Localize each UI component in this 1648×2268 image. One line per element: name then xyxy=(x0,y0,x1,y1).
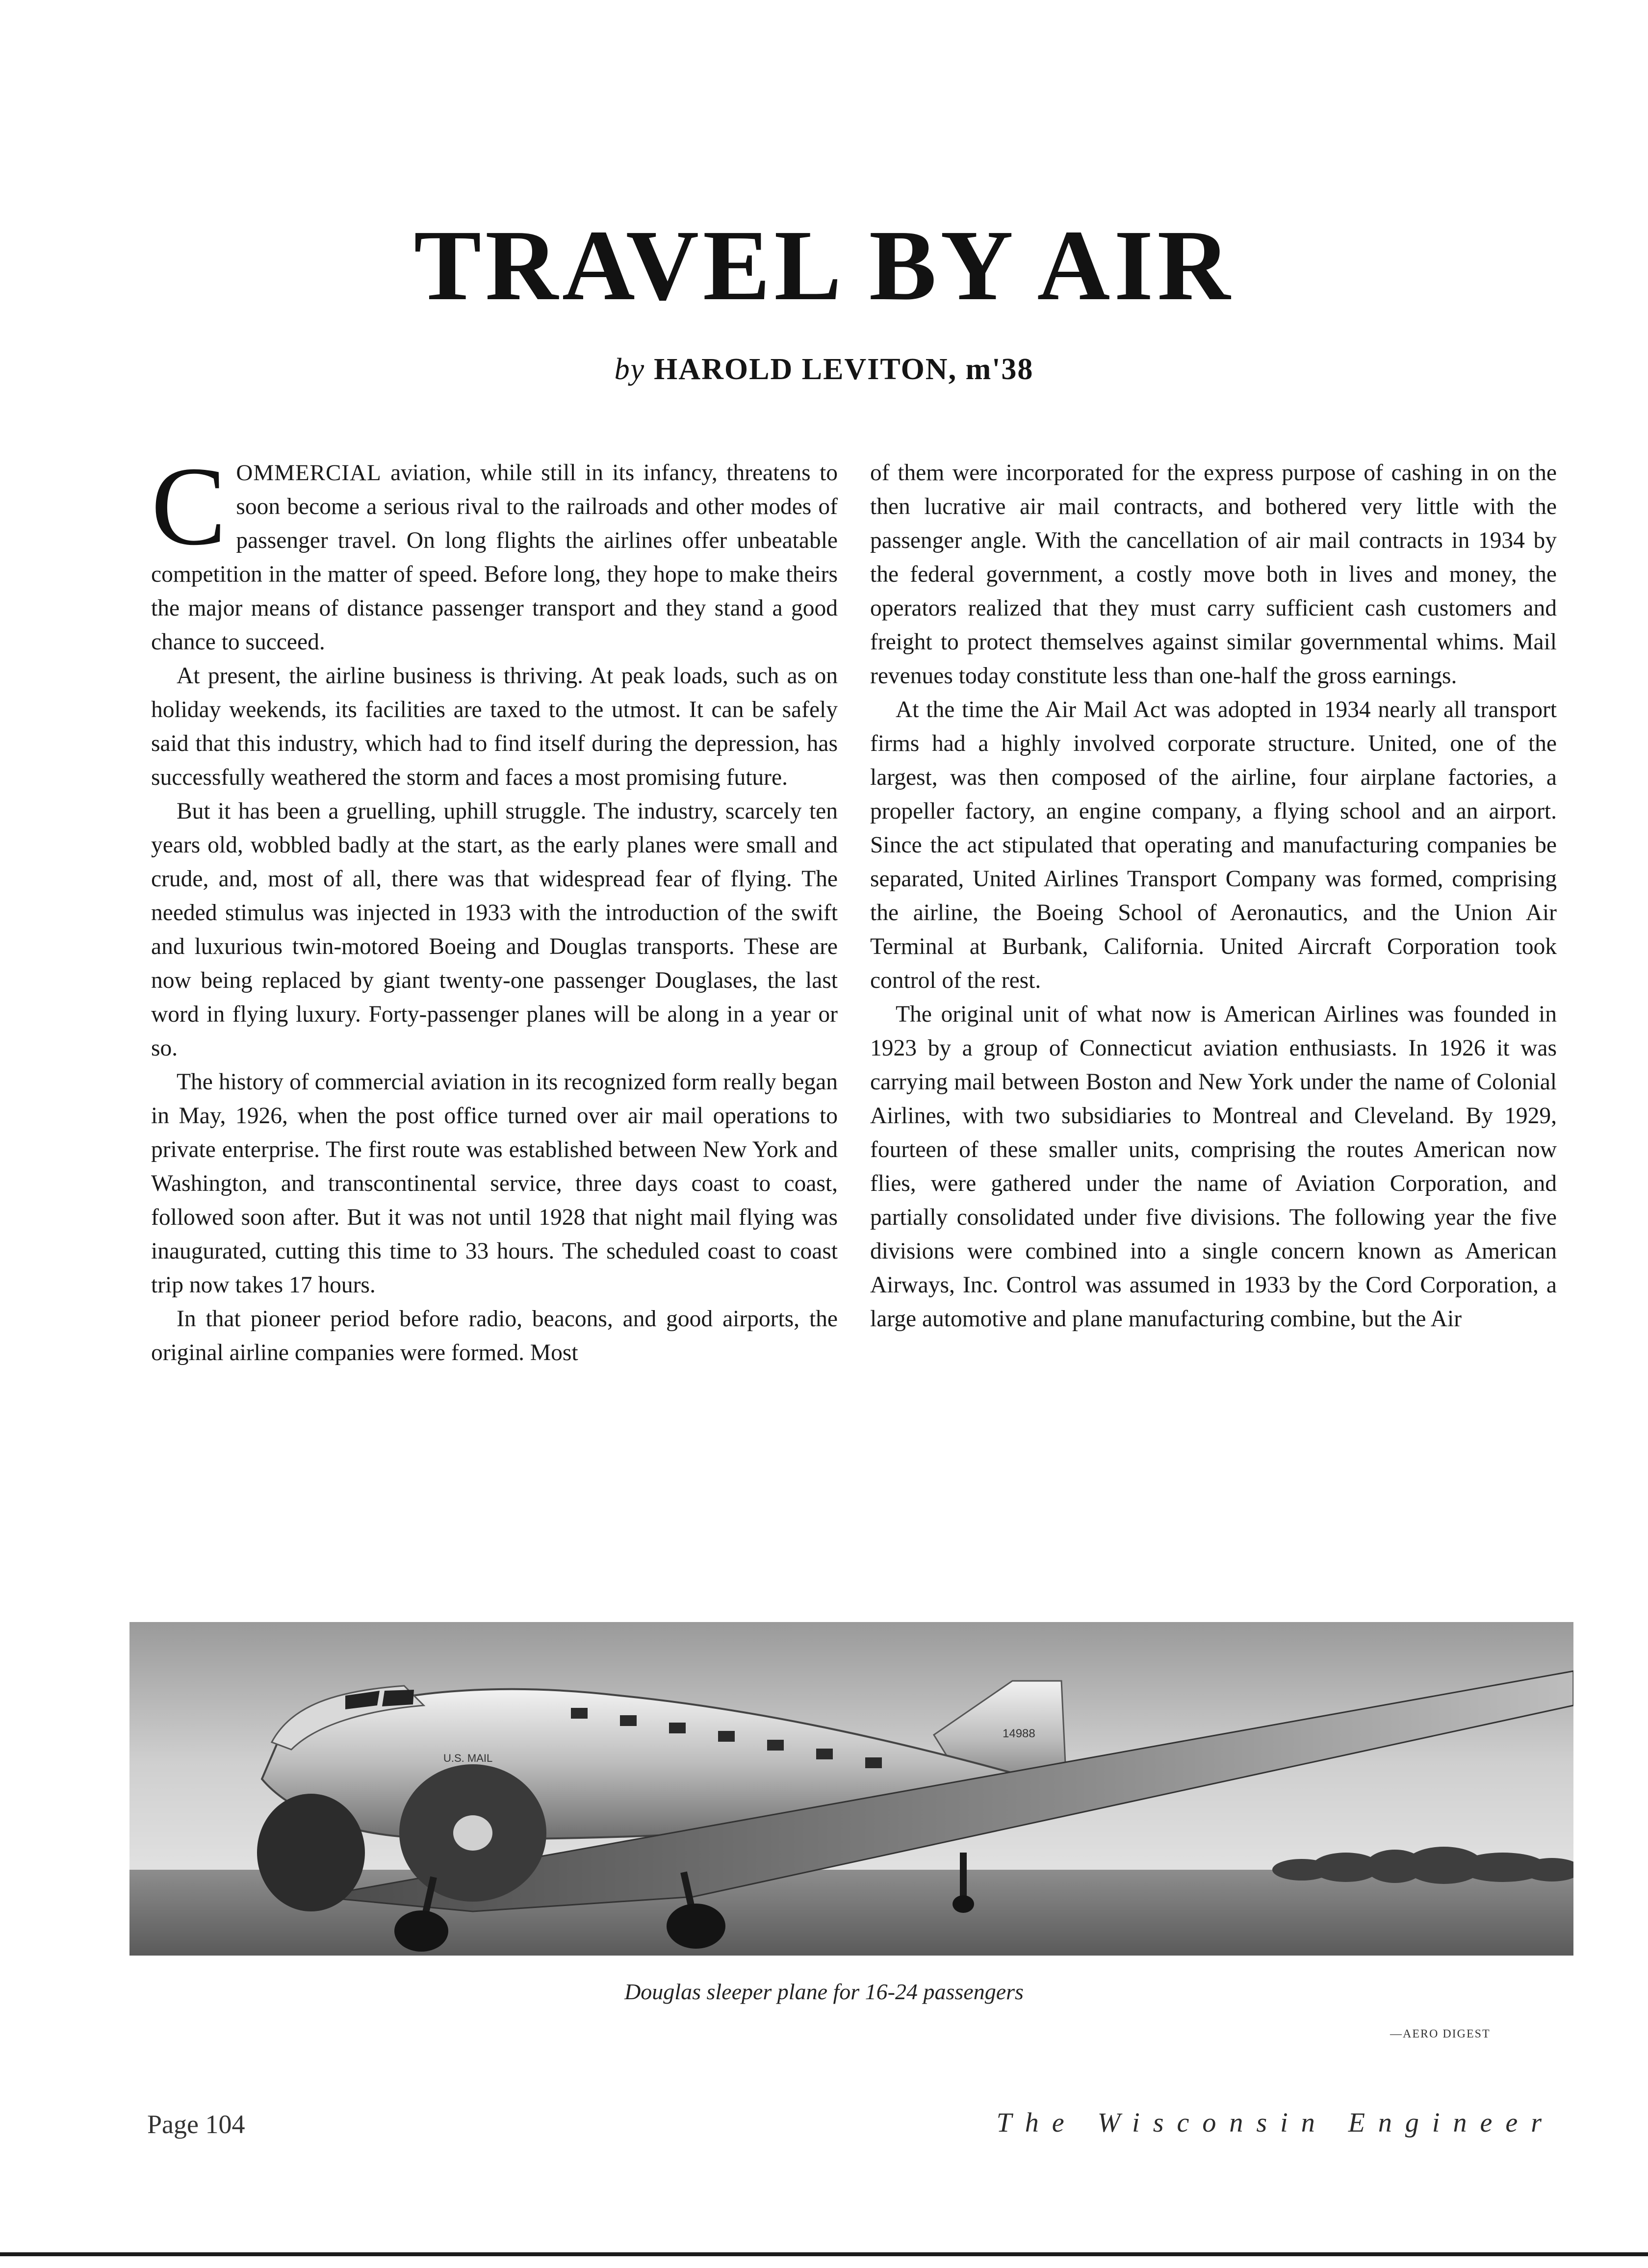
paragraph-2: At present, the airline business is thriving. At peak loads, such as on holiday weekends, its facilities are taxed to the utmost. It can be safely said that this industry, which had to find itself during the depression, has successfully weathered the storm and faces a most promising future. xyxy=(151,663,838,790)
propeller-hub-right xyxy=(453,1815,492,1851)
bottom-rule xyxy=(0,2252,1648,2256)
drop-cap: C xyxy=(151,456,227,568)
paragraph-8: The original unit of what now is American Airlines was founded in 1923 by a group of Connecticut aviation enthusiasts. In 1926 it was carrying mail between Boston and New York under the name of Colonial Airlines, with two subsidiaries to Montreal and Cleveland. By 1929, fourteen of these smaller units, comprising the routes American now flies, were gathered under the name of Aviation Corporation, and partially consolidated under five divisions. The following year the five divisions were combined into a single concern known as American Airways, Inc. Control was assumed in 1933 by the Cord Corporation, a large automotive and plane manufacturing combine, but the Air xyxy=(870,1002,1557,1332)
column-left xyxy=(151,456,838,1555)
paragraph-6: of them were incorporated for the express purpose of cashing in on the then lucrative air mail contracts, and bothered very little with the passenger angle. With the cancellation of air mail contracts in 1934 by the federal government, a costly move both in lives and money, the operators realized that they must carry sufficient cash customers and freight to protect themselves against similar governmental whims. Mail revenues today constitute less than one-half the gross earnings. xyxy=(870,460,1557,689)
byline xyxy=(0,352,1648,387)
column-right xyxy=(870,456,1557,1555)
tail-code: 14988 xyxy=(1003,1727,1035,1740)
paragraph-4: The history of commercial aviation in its recognized form really began in May, 1926, when the post office turned over air mail operations to private enterprise. The first route was established between New York and Washington, and transcontinental service, three days coast to coast, followed soon after. But it was not until 1928 that night mail flying was inaugurated, cutting this time to 33 hours. The scheduled coast to coast trip now takes 17 hours. xyxy=(151,1069,838,1298)
lead-word: OMMERCIAL xyxy=(236,460,382,486)
byline-prefix: by xyxy=(614,353,645,386)
paragraph-1-text: aviation, while still in its infancy, threatens to soon become a serious rival to the railroads and other modes of passenger travel. On long flights the airlines offer unbeatable competition in the matter of speed. Before long, they hope to make theirs the major means of distance passenger transport and they stand a good chance to succeed. xyxy=(151,460,838,655)
paragraph-5: In that pioneer period before radio, beacons, and good airports, the original airline companies were formed. Most xyxy=(151,1306,838,1366)
engine-cowling-left xyxy=(257,1794,365,1911)
article-title: TRAVEL BY AIR xyxy=(413,209,1235,322)
journal-name: The Wisconsin Engineer xyxy=(996,2108,1555,2138)
byline-author: HAROLD LEVITON, m'38 xyxy=(654,353,1034,386)
paragraph-3: But it has been a gruelling, uphill struggle. The industry, scarcely ten years old, wobbled badly at the start, as the early planes were small and crude, and, most of all, there was that widespread fear of flying. The needed stimulus was injected in 1933 with the introduction of the swift and luxurious twin-motored Boeing and Douglas transports. These are now being replaced by giant twenty-one passenger Douglases, the last word in flying luxury. Forty-passenger planes will be along in a year or so. xyxy=(151,799,838,1061)
douglas-plane-illustration xyxy=(129,1622,1573,1956)
paragraph-7: At the time the Air Mail Act was adopted in 1934 nearly all transport firms had a highly involved corporate structure. United, one of the largest, was then composed of the airline, four airplane factories, a propeller factory, an engine company, a flying school and an airport. Since the act stipulated that operating and manufacturing companies be separated, United Airlines Transport Company was formed, comprising the airline, the Boeing School of Aeronautics, and the Union Air Terminal at Burbank, California. United Aircraft Corporation took control of the rest. xyxy=(870,697,1557,993)
photo-caption: Douglas sleeper plane for 16-24 passengers xyxy=(624,1979,1024,2004)
fuselage-lettering: U.S. MAIL xyxy=(443,1752,493,1764)
photo-credit: —AERO DIGEST xyxy=(1390,2028,1491,2040)
page-number: Page 104 xyxy=(147,2110,245,2139)
airplane-photo xyxy=(129,1622,1573,1956)
paragraph-1 xyxy=(151,456,838,659)
